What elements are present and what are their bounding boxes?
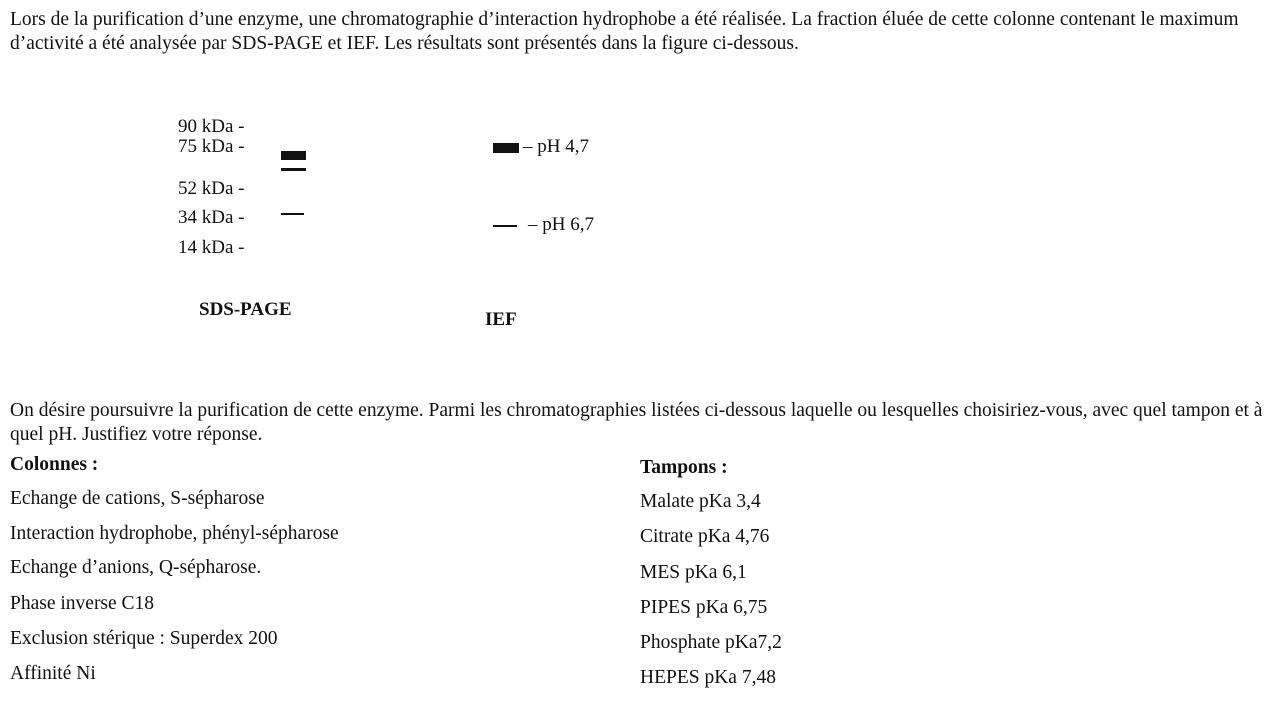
- sds-marker-34: 34 kDa -: [178, 207, 245, 228]
- list-item: Phosphate pKa7,2: [640, 632, 782, 653]
- question-paragraph: On désire poursuivre la purification de cette enzyme. Parmi les chromatographies listées ci-dessous laquelle ou lesquelles choisiriez-vous, avec quel tampon et à quel pH. Justifiez votre réponse.: [10, 400, 1263, 445]
- list-item: Citrate pKa 4,76: [640, 526, 770, 547]
- intro-paragraph: Lors de la purification d’une enzyme, une chromatographie d’interaction hydrophobe a été réalisée. La fraction éluée de cette colonne contenant le maximum d’activité a été analysée par SDS-PAGE et IEF. Les résultats sont présentés dans la figure ci-dessous.: [10, 9, 1239, 54]
- sds-band-upper: [281, 151, 306, 160]
- list-item: Phase inverse C18: [10, 593, 155, 614]
- sds-marker-75: 75 kDa -: [178, 136, 245, 157]
- ief-band-acidic: [493, 143, 519, 153]
- list-item: Interaction hydrophobe, phényl-sépharose: [10, 523, 339, 544]
- ief-marker-ph-4-7: – pH 4,7: [523, 136, 589, 157]
- sds-marker-14: 14 kDa -: [178, 237, 245, 258]
- list-item: MES pKa 6,1: [640, 562, 747, 583]
- ief-band-neutral: [493, 225, 517, 227]
- columns-header: Colonnes :: [10, 454, 99, 475]
- ief-title: IEF: [485, 309, 517, 330]
- list-item: HEPES pKa 7,48: [640, 667, 776, 688]
- sds-page-title: SDS-PAGE: [199, 299, 292, 320]
- buffers-header: Tampons :: [640, 457, 728, 478]
- list-item: Echange de cations, S-sépharose: [10, 488, 265, 509]
- ief-marker-ph-6-7: – pH 6,7: [528, 214, 594, 235]
- list-item: Malate pKa 3,4: [640, 491, 761, 512]
- sds-band-34: [281, 213, 304, 215]
- sds-marker-52: 52 kDa -: [178, 178, 245, 199]
- list-item: Exclusion stérique : Superdex 200: [10, 628, 278, 649]
- list-item: Affinité Ni: [10, 663, 96, 684]
- list-item: Echange d’anions, Q-sépharose.: [10, 557, 262, 578]
- sds-band-lower: [281, 168, 306, 171]
- list-item: PIPES pKa 6,75: [640, 597, 768, 618]
- sds-marker-90: 90 kDa -: [178, 116, 245, 137]
